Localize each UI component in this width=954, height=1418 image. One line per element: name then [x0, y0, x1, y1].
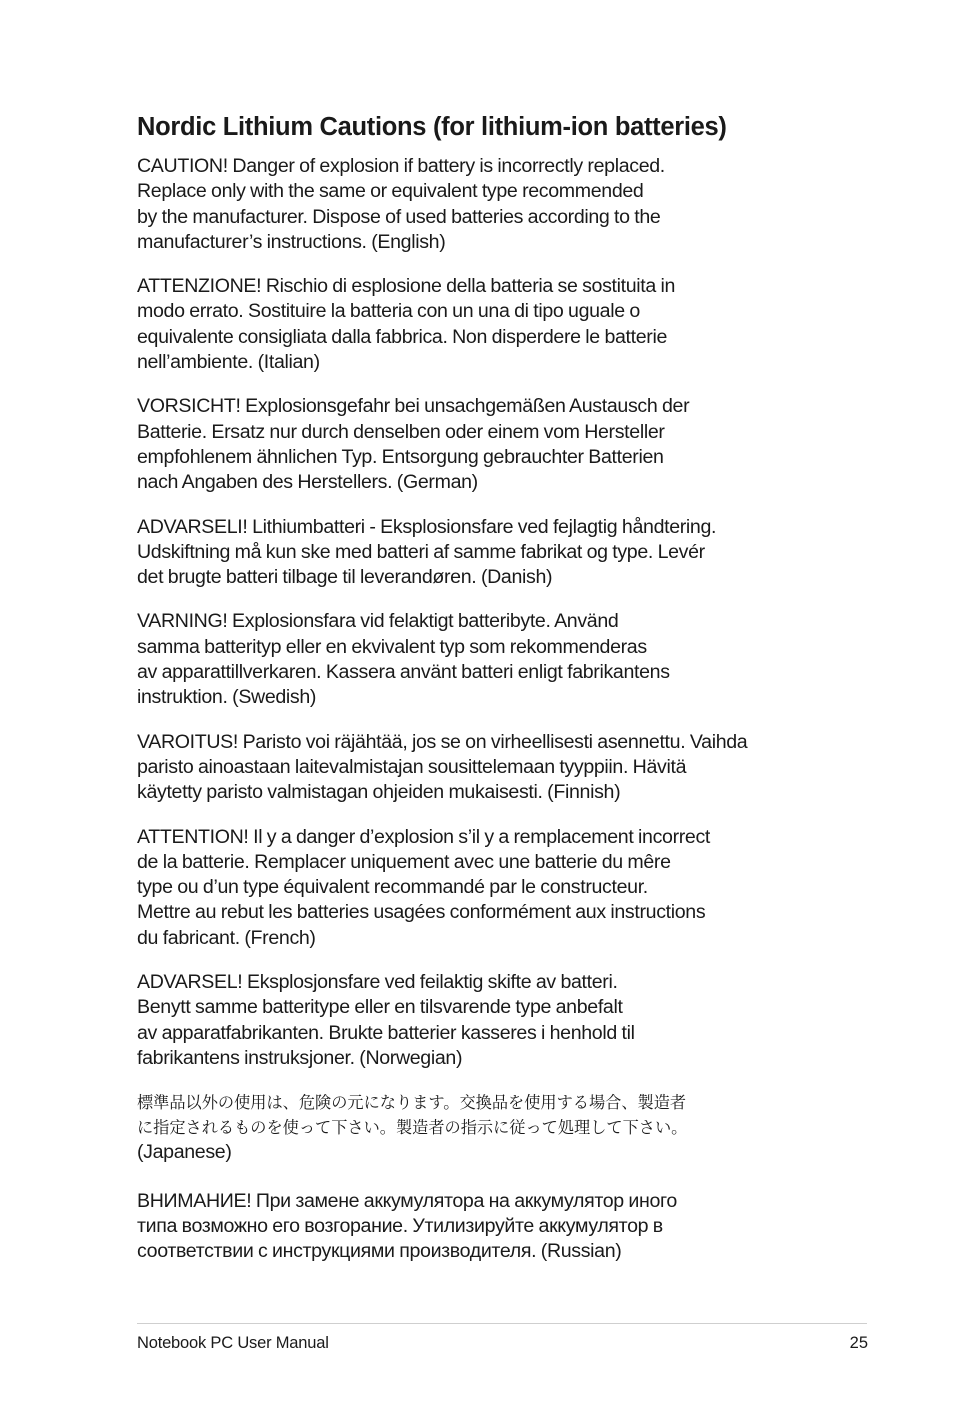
caution-paragraph	[137, 609, 847, 710]
paragraph-line: VORSICHT! Explosionsgefahr bei unsachgemäßen Austausch der	[137, 395, 690, 418]
japanese-line: 標準品以外の使用は、危険の元になります。交換品を使用する場合、製造者	[137, 1093, 687, 1113]
paragraph-line: Udskiftning må kun ske med batteri af samme fabrikat og type. Levér	[137, 540, 705, 563]
paragraph-line: paristo ainoastaan laitevalmistajan sousittelemaan tyyppiin. Hävitä	[137, 755, 687, 778]
paragraph-line: modo errato. Sostituire la batteria con un una di tipo uguale o	[137, 300, 640, 323]
paragraph-line: equivalente consigliata dalla fabbrica. Non disperdere le batterie	[137, 325, 667, 348]
paragraph-line: av apparattillverkaren. Kassera använt batteri enligt fabrikantens	[137, 661, 670, 684]
paragraph-line: VARNING! Explosionsfara vid felaktigt batteribyte. Använd	[137, 610, 619, 633]
caution-paragraph	[137, 394, 847, 495]
paragraph-line: VAROITUS! Paristo voi räjähtää, jos se on virheellisesti asennettu. Vaihda	[137, 730, 748, 753]
paragraph-line: det brugte batteri tilbage til leverandøren. (Danish)	[137, 566, 553, 589]
page-title: Nordic Lithium Cautions (for lithium-ion batteries)	[137, 113, 727, 141]
caution-paragraphs	[137, 154, 847, 1071]
paragraph-line: manufacturer’s instructions. (English)	[137, 230, 446, 253]
paragraph-line: Benytt samme batteritype eller en tilsvarende type anbefalt	[137, 996, 623, 1019]
caution-paragraph-russian	[137, 1189, 847, 1265]
japanese-line: に指定されるものを使って下さい。製造者の指示に従って処理して下さい。	[137, 1118, 688, 1138]
caution-paragraph	[137, 825, 847, 951]
paragraph-line: type ou d’un type équivalent recommandé par le constructeur.	[137, 876, 648, 899]
footer-page-number: 25	[849, 1334, 868, 1352]
paragraph-line: av apparatfabrikanten. Brukte batterier kasseres i henhold til	[137, 1021, 635, 1044]
paragraph-line: соответствии с инструкциями производителя. (Russian)	[137, 1240, 622, 1263]
footer-divider	[137, 1323, 867, 1324]
paragraph-line: ATTENZIONE! Rischio di esplosione della batteria se sostituita in	[137, 275, 676, 298]
caution-paragraph	[137, 515, 847, 591]
caution-paragraph	[137, 730, 847, 806]
paragraph-line: ADVARSEL! Eksplosjonsfare ved feilaktig skifte av batteri.	[137, 971, 618, 994]
paragraph-line: du fabricant. (French)	[137, 926, 316, 949]
paragraph-line: CAUTION! Danger of explosion if battery is incorrectly replaced.	[137, 155, 665, 177]
page-content	[137, 108, 847, 1283]
paragraph-line: nach Angaben des Herstellers. (German)	[137, 471, 478, 494]
caution-paragraph-japanese	[137, 1090, 847, 1165]
paragraph-line: de la batterie. Remplacer uniquement avec une batterie du mêre	[137, 850, 671, 873]
paragraph-line: Batterie. Ersatz nur durch denselben oder einem vom Hersteller	[137, 420, 665, 443]
paragraph-line: Mettre au rebut les batteries usagées conformément aux instructions	[137, 901, 706, 924]
paragraph-line: käytetty paristo valmistagan ohjeiden mukaisesti. (Finnish)	[137, 781, 621, 804]
paragraph-line: ATTENTION! Il y a danger d’explosion s’il y a remplacement incorrect	[137, 825, 711, 848]
footer-manual-title: Notebook PC User Manual	[137, 1334, 329, 1352]
caution-paragraph	[137, 274, 847, 375]
paragraph-line: by the manufacturer. Dispose of used batteries according to the	[137, 205, 661, 228]
japanese-language-tag: (Japanese)	[137, 1141, 232, 1164]
paragraph-line: ВНИМАНИЕ! При замене аккумулятора на аккумулятор иного	[137, 1189, 677, 1212]
paragraph-line: instruktion. (Swedish)	[137, 686, 317, 709]
paragraph-line: Replace only with the same or equivalent type recommended	[137, 180, 644, 203]
paragraph-line: empfohlenem ähnlichen Typ. Entsorgung gebrauchter Batterien	[137, 445, 664, 468]
paragraph-line: samma batterityp eller en ekvivalent typ som rekommenderas	[137, 635, 647, 658]
paragraph-line: nell’ambiente. (Italian)	[137, 351, 320, 374]
paragraph-line: ADVARSELI! Lithiumbatteri - Eksplosionsfare ved fejlagtig håndtering.	[137, 515, 717, 538]
paragraph-line: fabrikantens instruksjoner. (Norwegian)	[137, 1046, 463, 1069]
caution-paragraph	[137, 970, 847, 1071]
caution-paragraph	[137, 154, 847, 255]
paragraph-line: типа возможно его возгорание. Утилизируйте аккумулятор в	[137, 1214, 663, 1237]
